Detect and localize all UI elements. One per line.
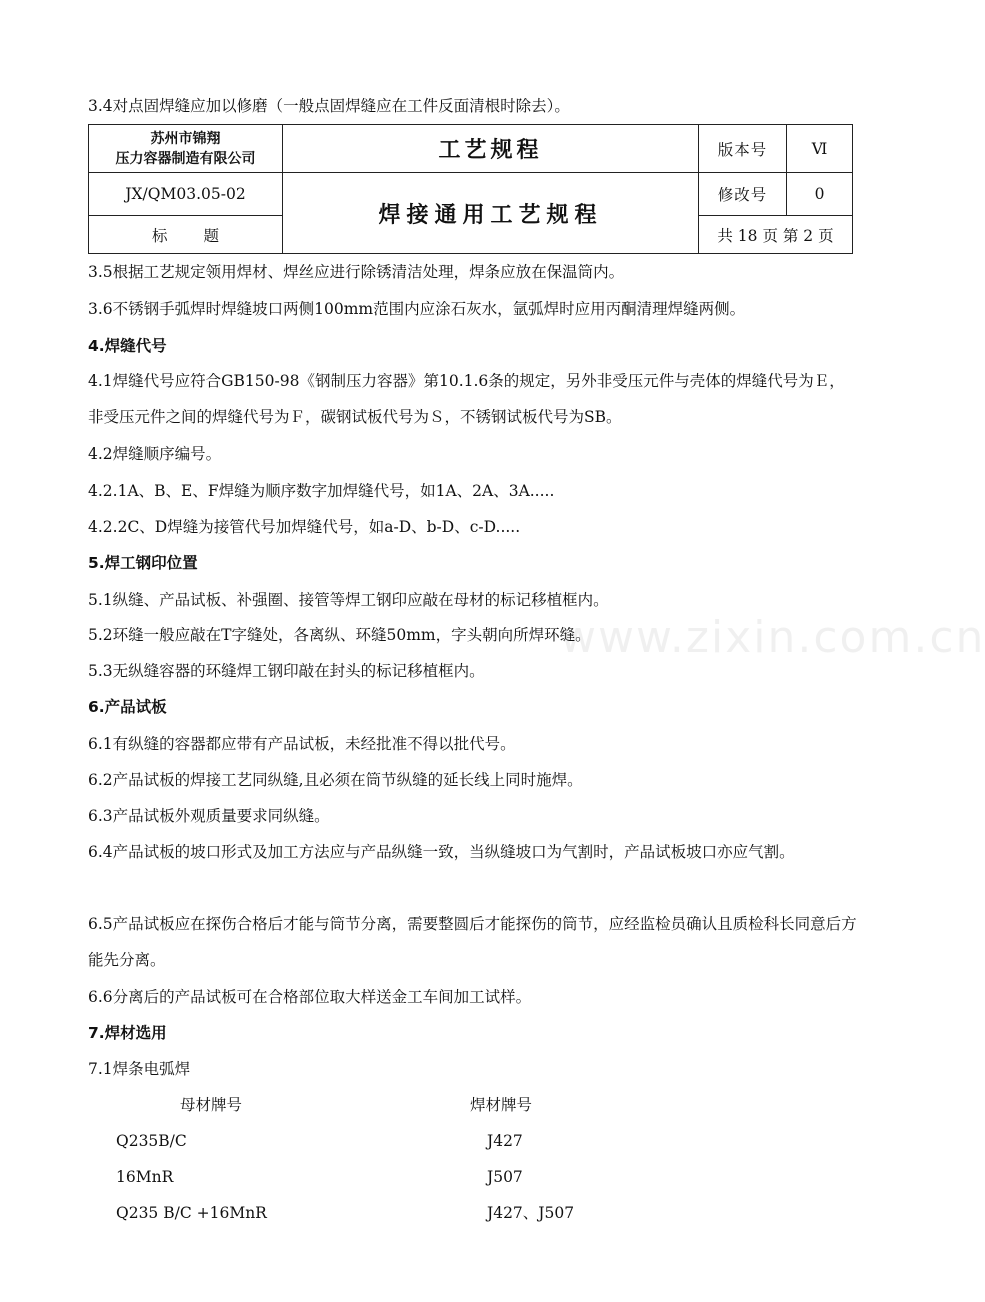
paragraph-6-4: 6.4产品试板的坡口形式及加工方法应与产品纵缝一致，当纵缝坡口为气割时，产品试板坡口亦应气割。 xyxy=(88,843,795,861)
paragraph-6-1: 6.1有纵缝的容器都应带有产品试板，未经批准不得以批代号。 xyxy=(88,735,516,753)
section-heading-7: 7.焊材选用 xyxy=(88,1024,167,1042)
paragraph-7-1: 7.1焊条电弧焊 xyxy=(88,1060,191,1078)
title-label: 标题 xyxy=(151,226,255,245)
paragraph-6-3: 6.3产品试板外观质量要求同纵缝。 xyxy=(88,807,330,825)
base-material-cell: Q235B/C xyxy=(116,1132,187,1150)
paragraph-4-2-2: 4.2.2C、D焊缝为接管代号加焊缝代号，如a-D、b-D、c-D..... xyxy=(88,518,521,536)
paragraph-4-1: 4.1焊缝代号应符合GB150-98《钢制压力容器》第10.1.6条的规定，另外非受压元件与壳体的焊缝代号为Ｅ，非受压元件之间的焊缝代号为Ｆ，碳钢试板代号为Ｓ，不锈钢试板代号为SB。 xyxy=(88,372,845,426)
filler-material-cell: J507 xyxy=(487,1168,523,1186)
base-material-cell: 16MnR xyxy=(116,1168,174,1186)
doc-code-cell: JX/QM03.05-02 xyxy=(88,172,283,216)
paragraph-4-2: 4.2焊缝顺序编号。 xyxy=(88,445,222,463)
paragraph-3-5: 3.5根据工艺规定领用焊材、焊丝应进行除锈清洁处理，焊条应放在保温筒内。 xyxy=(88,263,625,281)
paragraph-5-2: 5.2环缝一般应敲在T字缝处，各离纵、环缝50mm，字头朝向所焊环缝。 xyxy=(88,626,591,644)
paragraph-3-4: 3.4对点固焊缝应加以修磨（一般点固焊缝应在工件反面清根时除去）。 xyxy=(88,97,570,115)
section-heading-5: 5.焊工钢印位置 xyxy=(88,554,198,572)
company-name-cell xyxy=(88,124,283,173)
paragraph-6-6: 6.6分离后的产品试板可在合格部位取大样送金工车间加工试样。 xyxy=(88,988,532,1006)
revision-value-cell: 0 xyxy=(786,172,853,216)
section-heading-4: 4.焊缝代号 xyxy=(88,337,167,355)
document-header-table xyxy=(88,124,853,254)
base-material-header: 母材牌号 xyxy=(180,1096,243,1114)
filler-material-header: 焊材牌号 xyxy=(470,1096,533,1114)
doc-type-cell: 工艺规程 xyxy=(282,124,699,173)
version-value-cell: Ⅵ xyxy=(786,124,853,173)
paragraph-5-1: 5.1纵缝、产品试板、补强圈、接管等焊工钢印应敲在母材的标记移植框内。 xyxy=(88,591,609,609)
section-heading-6: 6.产品试板 xyxy=(88,698,167,716)
title-label-cell xyxy=(88,215,283,254)
paragraph-5-3: 5.3无纵缝容器的环缝焊工钢印敲在封头的标记移植框内。 xyxy=(88,662,485,680)
doc-title-cell: 焊接通用工艺规程 xyxy=(282,172,699,254)
version-label-cell: 版本号 xyxy=(698,124,787,173)
paragraph-6-5: 6.5产品试板应在探伤合格后才能与筒节分离，需要整圆后才能探伤的筒节，应经监检员确认且质检科长同意后方能先分离。 xyxy=(88,915,857,969)
filler-material-cell: J427 xyxy=(487,1132,523,1150)
paragraph-3-6: 3.6不锈钢手弧焊时焊缝坡口两侧100mm范围内应涂石灰水，氩弧焊时应用丙酮清理焊缝两侧。 xyxy=(88,300,746,318)
filler-material-cell: J427、J507 xyxy=(487,1204,575,1222)
page-count-cell: 共 18 页 第 2 页 xyxy=(698,215,853,254)
base-material-cell: Q235 B/C +16MnR xyxy=(116,1204,267,1222)
paragraph-6-2: 6.2产品试板的焊接工艺同纵缝,且必须在筒节纵缝的延长线上同时施焊。 xyxy=(88,771,583,789)
revision-label-cell: 修改号 xyxy=(698,172,787,216)
company-name-line1: 苏州市锦翔 xyxy=(150,130,221,147)
watermark: www.zixin.com.cn xyxy=(560,612,985,663)
paragraph-4-2-1: 4.2.1A、B、E、F焊缝为顺序数字加焊缝代号，如1A、2A、3A..... xyxy=(88,482,555,500)
company-name-line2: 压力容器制造有限公司 xyxy=(115,150,256,167)
